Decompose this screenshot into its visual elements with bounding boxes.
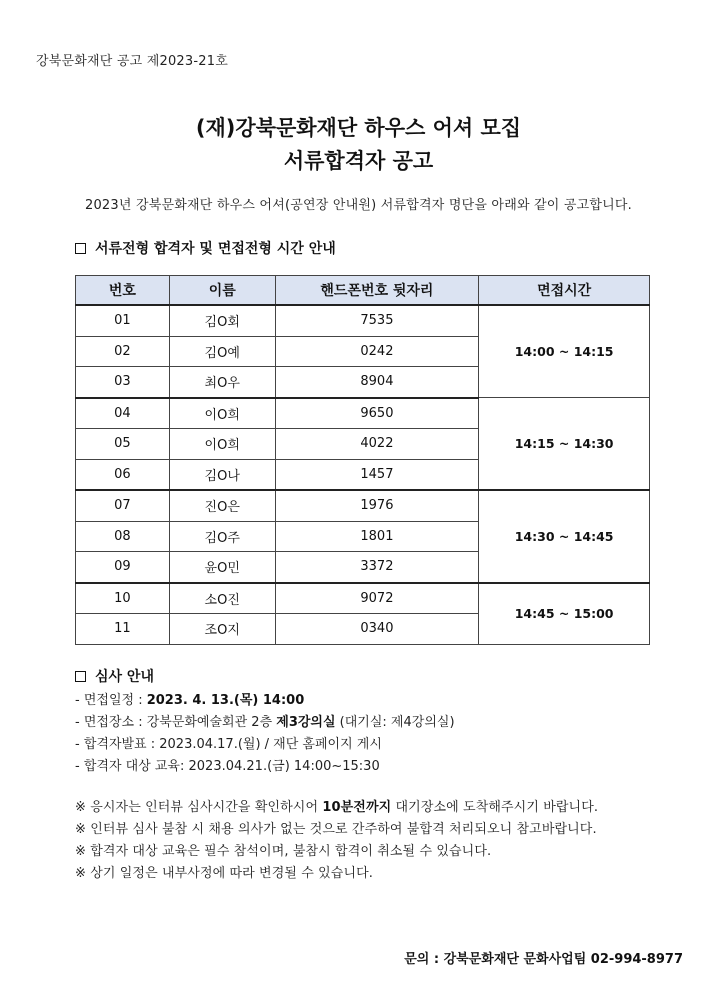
section-heading-review [75,666,154,686]
cell-name: 김O회 [169,305,275,336]
header-time: 면접시간 [479,276,650,306]
cell-interview-time: 14:15 ~ 14:30 [479,398,650,491]
cell-name: 이O희 [169,429,275,460]
header-phone: 핸드폰번호 뒷자리 [275,276,479,306]
cell-phone: 1801 [275,521,479,552]
cell-number: 02 [76,336,170,367]
cell-phone: 9072 [275,583,479,614]
cell-number: 09 [76,552,170,583]
cell-phone: 0340 [275,614,479,645]
cell-phone: 8904 [275,367,479,398]
section-heading-schedule [75,238,336,258]
cell-number: 05 [76,429,170,460]
notes-list [75,797,598,885]
note-item: ※ 인터뷰 심사 불참 시 채용 의사가 없는 것으로 간주하여 불합격 처리되오니 참고바랍니다. [75,822,597,837]
header-number: 번호 [76,276,170,306]
header-name: 이름 [169,276,275,306]
cell-number: 03 [76,367,170,398]
table-header-row [76,276,650,306]
cell-number: 10 [76,583,170,614]
contact-info: 문의 : 강북문화재단 문화사업팀 02-994-8977 [404,952,683,967]
cell-phone: 3372 [275,552,479,583]
note-item: ※ 상기 일정은 내부사정에 따라 변경될 수 있습니다. [75,866,374,881]
page-subtitle: 서류합격자 공고 [283,149,434,173]
schedule-table [75,275,650,645]
cell-number: 07 [76,490,170,521]
cell-phone: 4022 [275,429,479,460]
info-interview-date: - 면접일정 : 2023. 4. 13.(목) 14:00 [75,693,305,708]
cell-number: 11 [76,614,170,645]
info-interview-location: - 면접장소 : 강북문화예술회관 2층 제3강의실 (대기실: 제4강의실) [75,715,455,730]
cell-number: 01 [76,305,170,336]
cell-interview-time: 14:00 ~ 14:15 [479,305,650,398]
checkbox-square-icon [75,243,86,254]
cell-name: 진O은 [169,490,275,521]
page-title: (재)강북문화재단 하우스 어셔 모집 [195,116,522,140]
cell-name: 김O나 [169,459,275,490]
cell-name: 윤O민 [169,552,275,583]
review-info-list [75,690,455,778]
section-heading-label: 심사 안내 [95,669,154,685]
cell-number: 06 [76,459,170,490]
cell-name: 김O주 [169,521,275,552]
note-item: ※ 합격자 대상 교육은 필수 참석이며, 불참시 합격이 취소될 수 있습니다. [75,844,492,859]
note-item: ※ 응시자는 인터뷰 심사시간을 확인하시어 10분전까지 대기장소에 도착해주시기 바랍니다. [75,800,599,815]
table-row [76,490,650,521]
cell-phone: 9650 [275,398,479,429]
cell-interview-time: 14:45 ~ 15:00 [479,583,650,645]
intro-text: 2023년 강북문화재단 하우스 어셔(공연장 안내원) 서류합격자 명단을 아래와 같이 공고합니다. [84,198,633,213]
notice-number: 강북문화재단 공고 제2023-21호 [36,54,228,69]
cell-name: 소O진 [169,583,275,614]
cell-name: 조O지 [169,614,275,645]
section-heading-label: 서류전형 합격자 및 면접전형 시간 안내 [95,241,336,257]
cell-number: 08 [76,521,170,552]
table-row [76,398,650,429]
cell-interview-time: 14:30 ~ 14:45 [479,490,650,583]
table-row [76,305,650,336]
table-row [76,583,650,614]
cell-number: 04 [76,398,170,429]
cell-name: 최O우 [169,367,275,398]
info-training: - 합격자 대상 교육: 2023.04.21.(금) 14:00~15:30 [75,759,380,774]
cell-phone: 0242 [275,336,479,367]
cell-phone: 7535 [275,305,479,336]
cell-name: 이O희 [169,398,275,429]
cell-name: 김O예 [169,336,275,367]
info-announcement: - 합격자발표 : 2023.04.17.(월) / 재단 홈페이지 게시 [75,737,382,752]
cell-phone: 1976 [275,490,479,521]
checkbox-square-icon [75,671,86,682]
cell-phone: 1457 [275,459,479,490]
